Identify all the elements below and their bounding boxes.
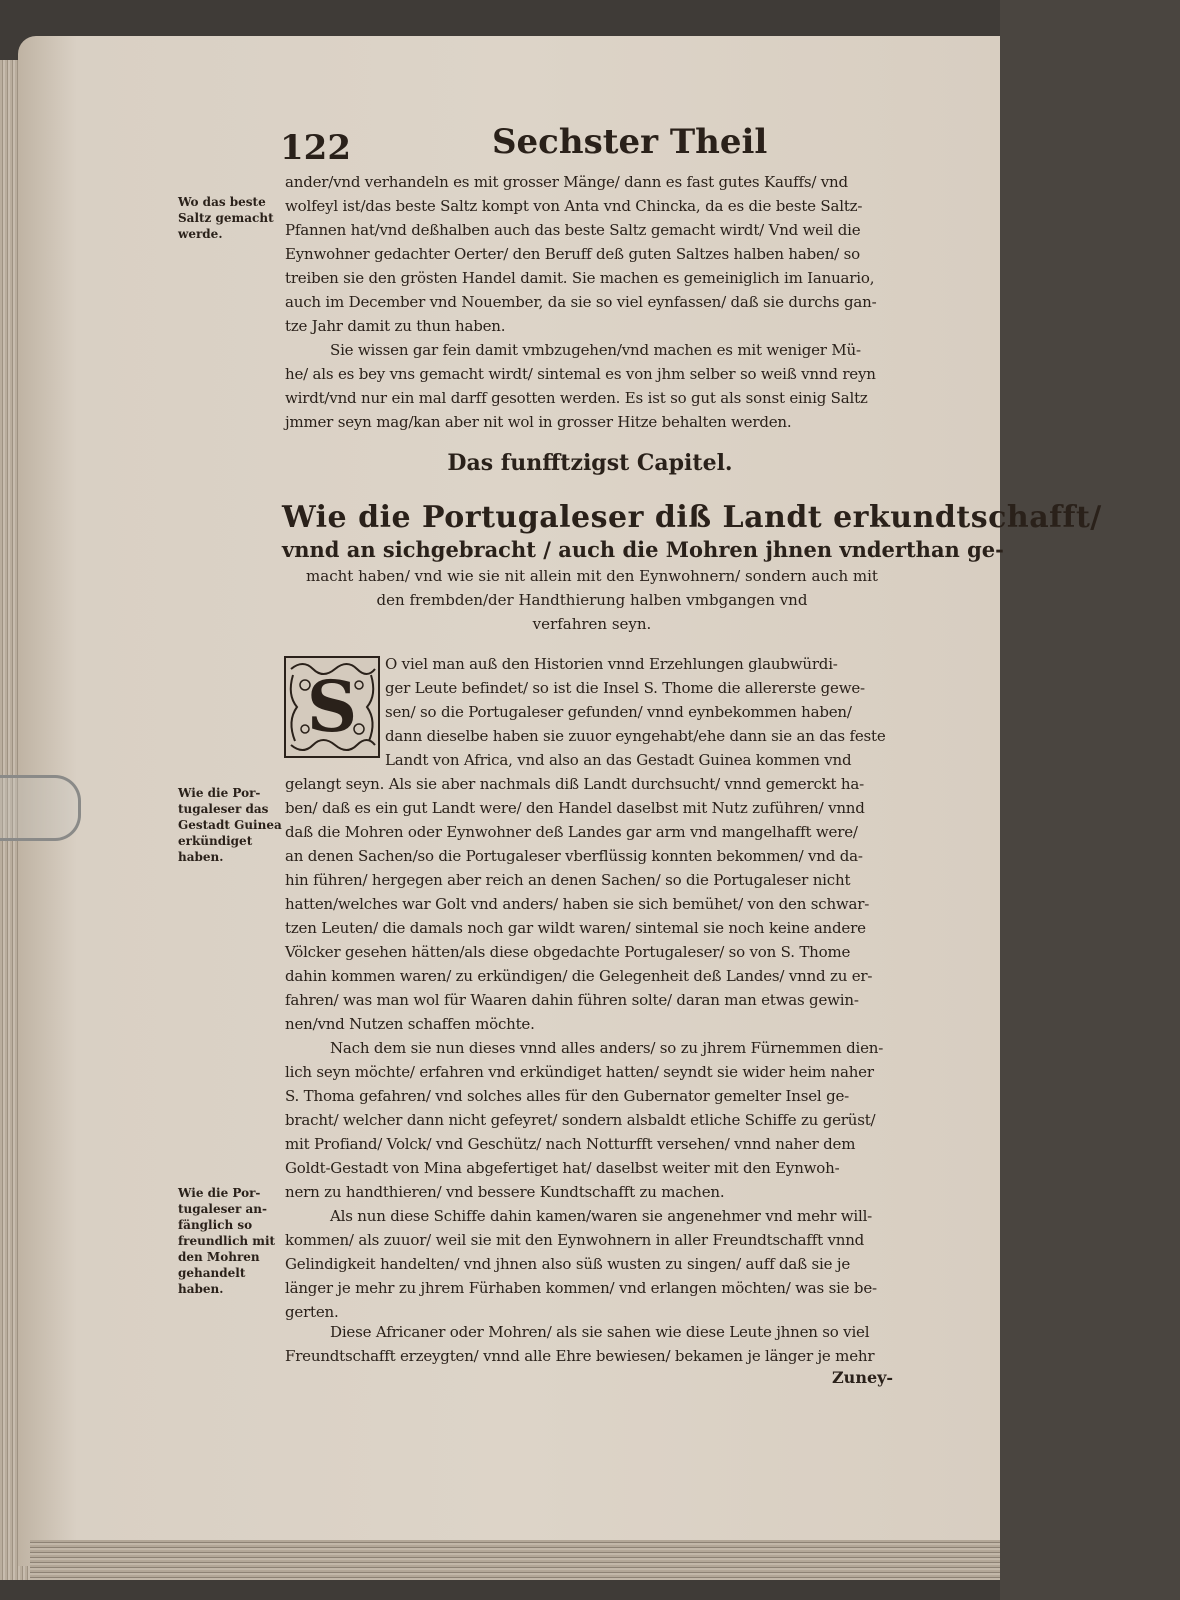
body-line: Landt von Africa, vnd also an das Gestadt Guinea kommen vnd bbox=[385, 751, 852, 769]
body-line: wirdt/vnd nur ein mal darff gesotten werden. Es ist so gut als sonst einig Saltz bbox=[285, 389, 868, 407]
margin-note-line: Wie die Por- bbox=[178, 1186, 261, 1200]
body-line: Sie wissen gar fein damit vmbzugehen/vnd machen es mit weniger Mü- bbox=[330, 341, 861, 359]
margin-note-line: tugaleser das bbox=[178, 802, 269, 816]
body-line: nen/vnd Nutzen schaffen möchte. bbox=[285, 1015, 535, 1033]
body-line: länger je mehr zu jhrem Fürhaben kommen/ vnd erlangen möchten/ was sie be- bbox=[285, 1279, 877, 1297]
body-line: kommen/ als zuuor/ weil sie mit den Eynwohnern in aller Freundtschafft vnnd bbox=[285, 1231, 865, 1249]
page-number: 122 bbox=[280, 128, 351, 168]
body-line: Pfannen hat/vnd deßhalben auch das beste Saltz gemacht wirdt/ Vnd weil die bbox=[285, 221, 861, 239]
body-line: dahin kommen waren/ zu erkündigen/ die Gelegenheit deß Landes/ vnnd zu er- bbox=[285, 967, 873, 985]
body-line: gelangt seyn. Als sie aber nachmals diß Landt durchsucht/ vnnd gemerckt ha- bbox=[285, 775, 865, 793]
chapter-subhead: den frembden/der Handthierung halben vmbgangen vnd bbox=[376, 591, 808, 609]
margin-note-line: fänglich so bbox=[178, 1218, 253, 1232]
body-line: daß die Mohren oder Eynwohner deß Landes gar arm vnd mangelhafft were/ bbox=[285, 823, 858, 841]
margin-note-line: tugaleser an- bbox=[178, 1202, 267, 1216]
body-line: tzen Leuten/ die damals noch gar wildt waren/ sintemal sie noch keine andere bbox=[285, 919, 866, 937]
body-line: lich seyn möchte/ erfahren vnd erkündiget hatten/ seyndt sie wider heim naher bbox=[285, 1063, 874, 1081]
margin-note-line: werde. bbox=[178, 227, 223, 241]
body-line: hin führen/ hergegen aber reich an denen Sachen/ so die Portugaleser nicht bbox=[285, 871, 851, 889]
margin-note-line: haben. bbox=[178, 850, 224, 864]
margin-note-line: haben. bbox=[178, 1282, 224, 1296]
chapter-subhead: macht haben/ vnd wie sie nit allein mit den Eynwohnern/ sondern auch mit bbox=[306, 567, 878, 585]
running-head: Sechster Theil bbox=[492, 122, 768, 162]
chapter-title: Das funfftzigst Capitel. bbox=[447, 450, 733, 476]
body-line: auch im December vnd Nouember, da sie so viel eynfassen/ daß sie durchs gan- bbox=[285, 293, 877, 311]
body-line: fahren/ was man wol für Waaren dahin führen solte/ daran man etwas gewin- bbox=[285, 991, 859, 1009]
body-line: Nach dem sie nun dieses vnnd alles anders/ so zu jhrem Fürnemmen dien- bbox=[330, 1039, 884, 1057]
margin-note-line: freundlich mit bbox=[178, 1234, 276, 1248]
body-line: jmmer seyn mag/kan aber nit wol in grosser Hitze behalten werden. bbox=[285, 413, 792, 431]
body-line: Freundtschafft erzeygten/ vnnd alle Ehre bewiesen/ bekamen je länger je mehr bbox=[285, 1347, 875, 1365]
body-line: an denen Sachen/so die Portugaleser vberflüssig konnten bekommen/ vnd da- bbox=[285, 847, 863, 865]
body-line: hatten/welches war Golt vnd anders/ haben sie sich bemühet/ von den schwar- bbox=[285, 895, 870, 913]
body-line: ander/vnd verhandeln es mit grosser Mänge/ dann es fast gutes Kauffs/ vnd bbox=[285, 173, 848, 191]
chapter-headline: Wie die Portugaleser diß Landt erkundtschafft/ bbox=[282, 500, 1102, 535]
drop-cap-letter: S bbox=[306, 665, 358, 748]
chapter-subhead: verfahren seyn. bbox=[532, 615, 652, 633]
margin-note-line: Wie die Por- bbox=[178, 786, 261, 800]
body-line: wolfeyl ist/das beste Saltz kompt von Anta vnd Chincka, da es die beste Saltz- bbox=[285, 197, 863, 215]
body-line: Als nun diese Schiffe dahin kamen/waren sie angenehmer vnd mehr will- bbox=[330, 1207, 873, 1225]
body-line: Völcker gesehen hätten/als diese obgedachte Portugaleser/ so von S. Thome bbox=[285, 943, 851, 961]
margin-note-friendly bbox=[178, 1185, 286, 1297]
margin-note-line: Saltz gemacht bbox=[178, 211, 274, 225]
body-line: treiben sie den grösten Handel damit. Sie machen es gemeiniglich im Ianuario, bbox=[285, 269, 875, 287]
catch-word: Zuney- bbox=[832, 1368, 894, 1387]
drop-cap-frame bbox=[283, 655, 381, 759]
body-line: Eynwohner gedachter Oerter/ den Beruff deß guten Saltzes halben haben/ so bbox=[285, 245, 860, 263]
body-line: ger Leute befindet/ so ist die Insel S. Thome die allererste gewe- bbox=[385, 679, 865, 697]
body-line: mit Profiand/ Volck/ vnd Geschütz/ nach Notturfft versehen/ vnnd naher dem bbox=[285, 1135, 856, 1153]
body-line: he/ als es bey vns gemacht wirdt/ sintemal es von jhm selber so weiß vnnd reyn bbox=[285, 365, 876, 383]
body-line: dann dieselbe haben sie zuuor eyngehabt/ehe dann sie an das feste bbox=[385, 727, 886, 745]
body-line: O viel man auß den Historien vnnd Erzehlungen glaubwürdi- bbox=[385, 655, 838, 673]
body-line: Goldt-Gestadt von Mina abgefertiget hat/ daselbst weiter mit den Eynwoh- bbox=[285, 1159, 840, 1177]
margin-note-line: Gestadt Guinea bbox=[178, 818, 282, 832]
body-line: tze Jahr damit zu thun haben. bbox=[285, 317, 506, 335]
margin-note-line: den Mohren bbox=[178, 1250, 260, 1264]
body-line: S. Thoma gefahren/ vnd solches alles für den Gubernator gemelter Insel ge- bbox=[285, 1087, 850, 1105]
body-line: bracht/ welcher dann nicht gefeyret/ sondern alsbaldt etliche Schiffe zu gerüst/ bbox=[285, 1111, 876, 1129]
chapter-subhead: vnnd an sichgebracht / auch die Mohren jhnen vnderthan ge- bbox=[282, 537, 1004, 562]
margin-note-salt bbox=[178, 194, 286, 242]
margin-note-line: erkündiget bbox=[178, 834, 253, 848]
drop-cap-ornament bbox=[283, 655, 381, 759]
body-line: Gelindigkeit handelten/ vnd jhnen also süß wusten zu singen/ auff daß sie je bbox=[285, 1255, 851, 1273]
body-line: gerten. bbox=[285, 1303, 339, 1321]
margin-note-line: gehandelt bbox=[178, 1266, 246, 1280]
margin-note-line: Wo das beste bbox=[178, 195, 266, 209]
body-line: nern zu handthieren/ vnd bessere Kundtschafft zu machen. bbox=[285, 1183, 725, 1201]
body-line: Diese Africaner oder Mohren/ als sie sahen wie diese Leute jhnen so viel bbox=[330, 1323, 870, 1341]
body-line: sen/ so die Portugaleser gefunden/ vnnd eynbekommen haben/ bbox=[385, 703, 852, 721]
margin-note-coast bbox=[178, 785, 286, 865]
body-line: ben/ daß es ein gut Landt were/ den Handel daselbst mit Nutz zuführen/ vnnd bbox=[285, 799, 865, 817]
